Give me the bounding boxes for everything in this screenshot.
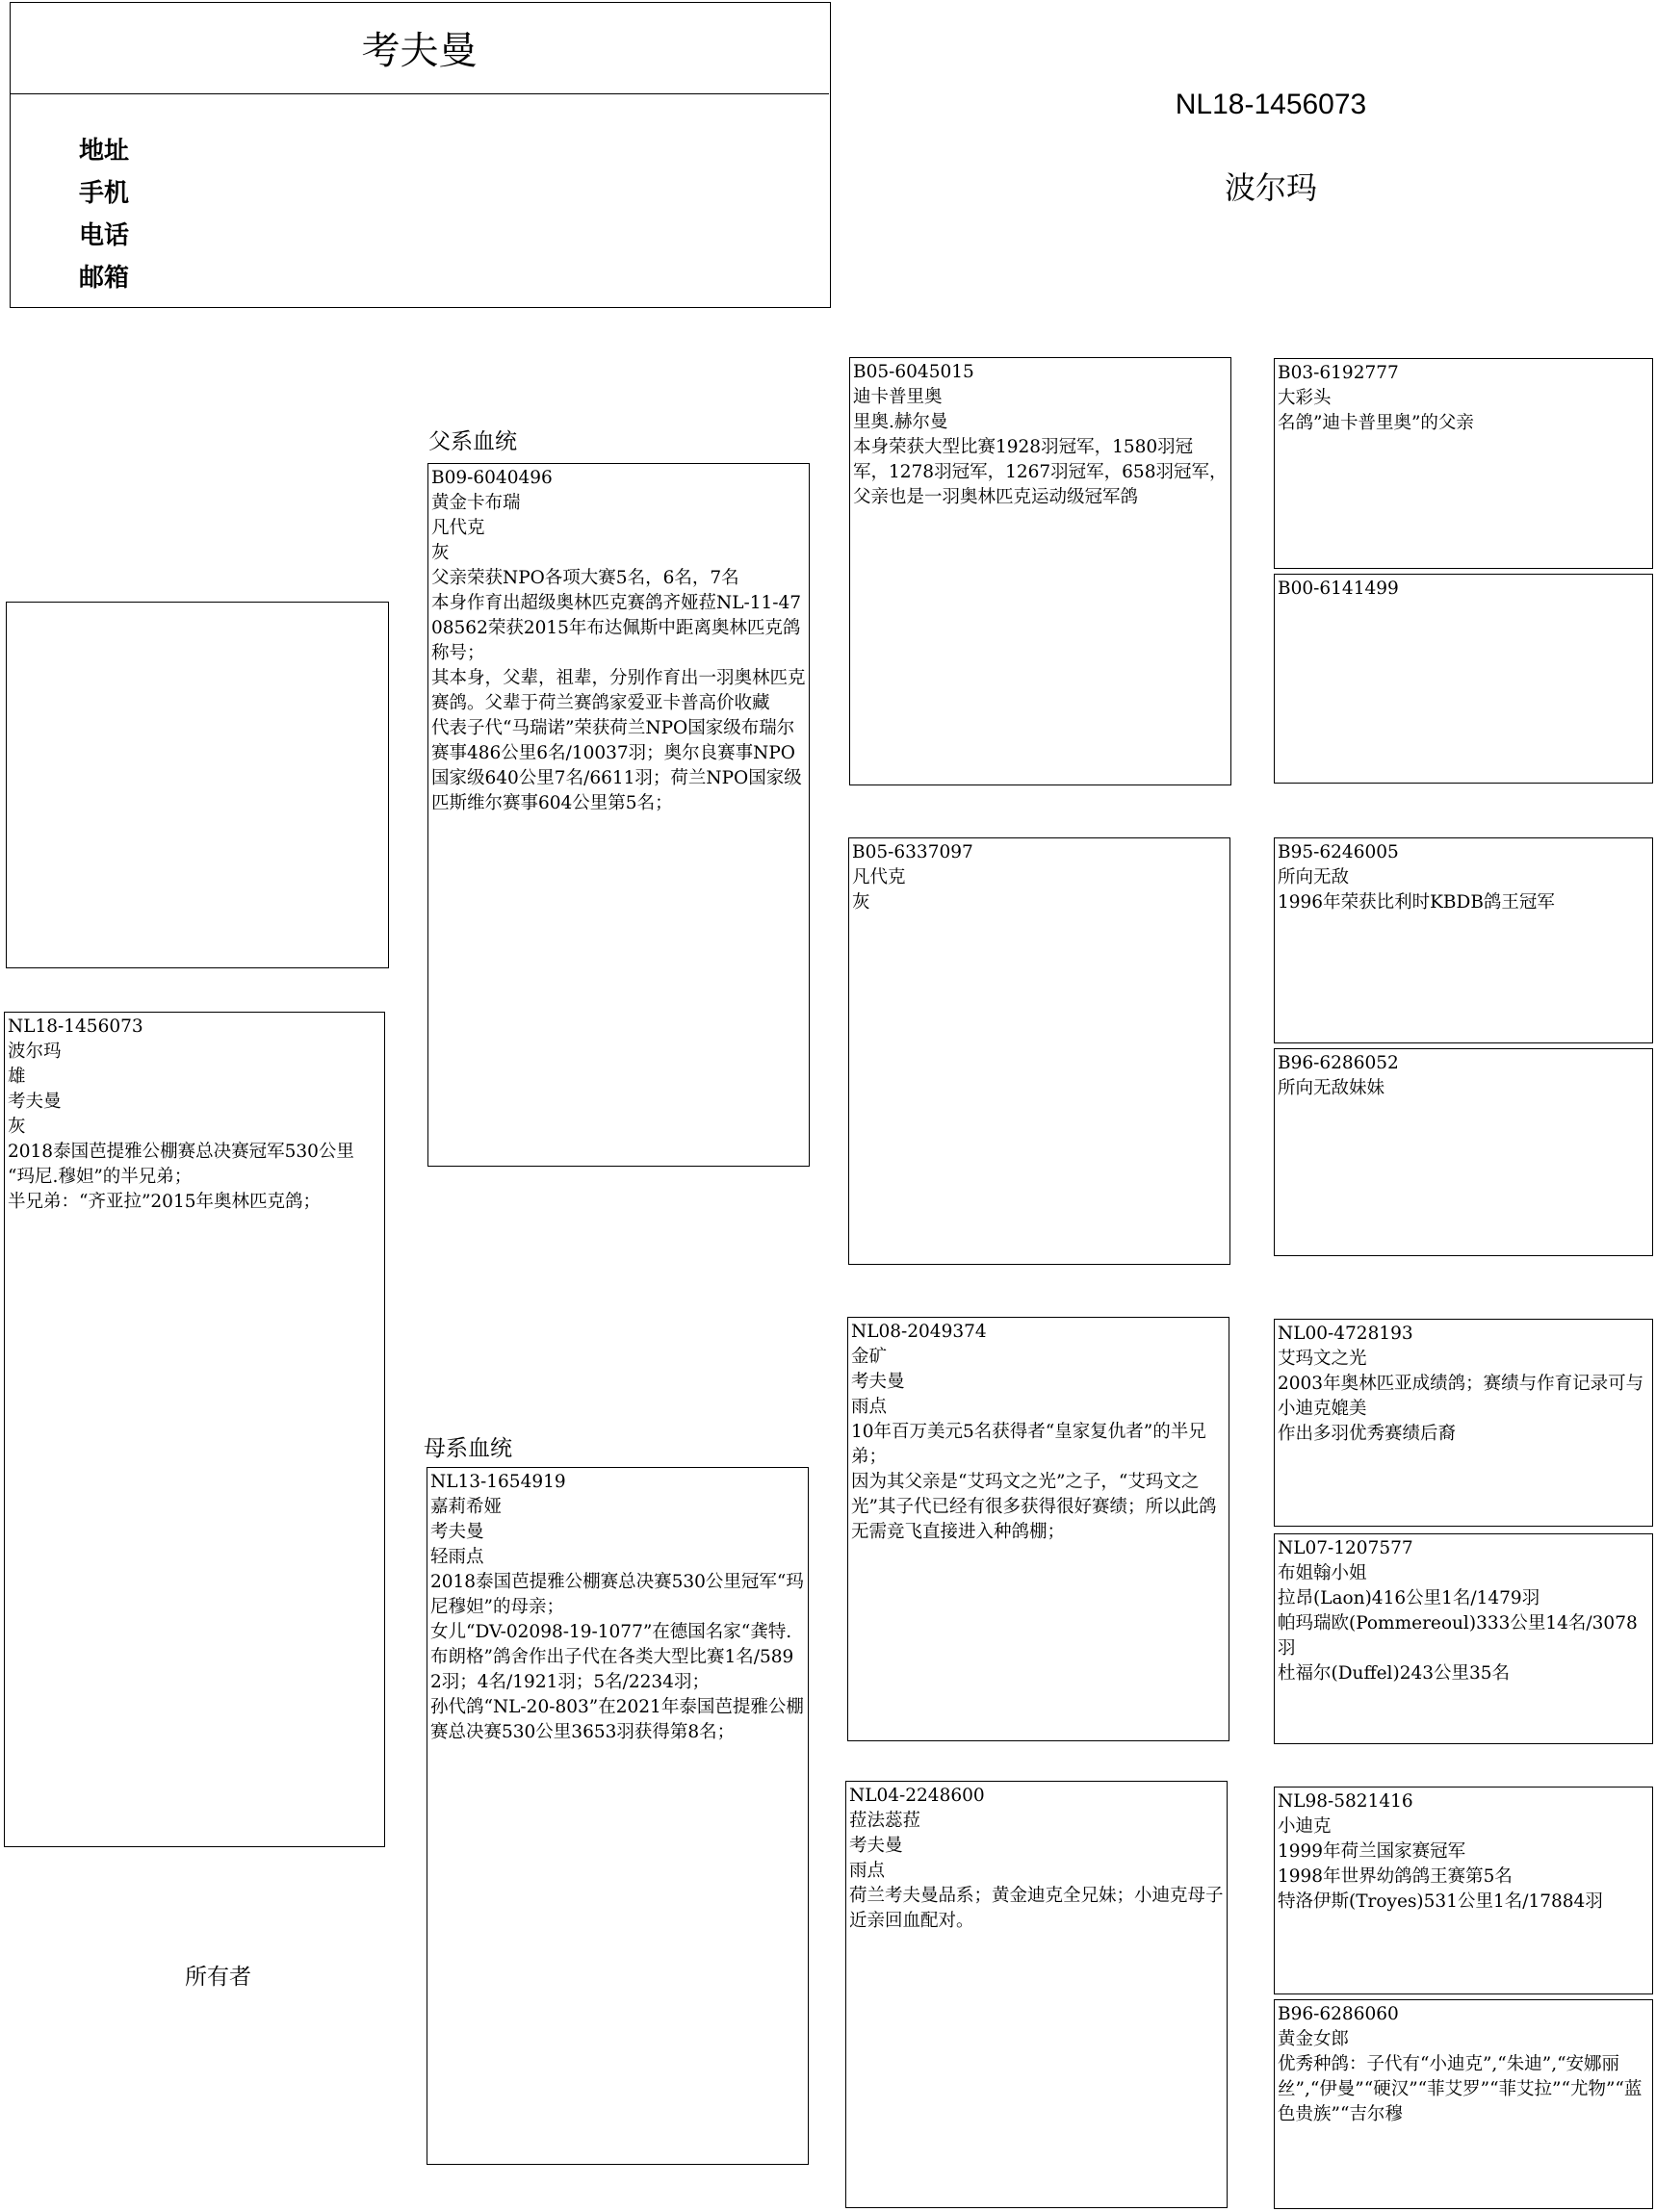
ds-ring: NL08-2049374 bbox=[851, 1322, 987, 1342]
sds-name: 所向无敌 bbox=[1278, 867, 1350, 887]
mobile-label: 手机 bbox=[79, 179, 130, 208]
ddd-card bbox=[1274, 1999, 1653, 2209]
dds-ring: NL98-5821416 bbox=[1278, 1791, 1413, 1812]
dam-sire-card bbox=[847, 1317, 1229, 1741]
sire-note: 代表子代“马瑞诺”荣获荷兰NPO国家级布瑞尔赛事486公里6名/10037羽；奥尔良赛事NPO国家级640公里7名/6611羽；荷兰NPO国家级匹斯维尔赛事604公里第5名； bbox=[431, 718, 802, 813]
sire-line-label: 父系血统 bbox=[428, 429, 517, 454]
subject-name: 波尔玛 bbox=[8, 1042, 62, 1062]
dsd-name: 布姐翰小姐 bbox=[1278, 1563, 1367, 1583]
dam-name: 嘉莉希娅 bbox=[430, 1497, 503, 1517]
sire-ring: B09-6040496 bbox=[431, 468, 553, 488]
phone-label: 电话 bbox=[79, 221, 130, 250]
sire-card bbox=[427, 463, 810, 1167]
sire-sire-card bbox=[849, 357, 1231, 785]
sss-note: 名鸽”迪卡普里奥”的父亲 bbox=[1278, 413, 1474, 433]
ddd-note: 优秀种鸽：子代有“小迪克”,“朱迪”,“安娜丽丝”,“伊曼”“硬汉”“菲艾罗”“菲艾拉”“尤物”“蓝色贵族”“吉尔穆 bbox=[1278, 2054, 1643, 2124]
sire-note: 本身作育出超级奥林匹克赛鸽齐娅菈NL-11-4708562荣获2015年布达佩斯中距离奥林匹克鸽称号； bbox=[431, 593, 802, 663]
ss-strain: 里奥.赫尔曼 bbox=[853, 412, 948, 432]
subject-note: “玛尼.穆妲”的半兄弟； bbox=[8, 1167, 193, 1187]
dam-note: 孙代鸽“NL-20-803”在2021年泰国芭提雅公棚赛总决赛530公里3653羽获得第8名； bbox=[430, 1697, 804, 1742]
sire-note: 其本身，父辈，祖辈，分别作育出一羽奥林匹克赛鸽。父辈于荷兰赛鸽家爱亚卡普高价收藏 bbox=[431, 668, 806, 713]
ddd-ring: B96-6286060 bbox=[1278, 2004, 1399, 2024]
dds-note: 特洛伊斯(Troyes)531公里1名/17884羽 bbox=[1278, 1891, 1603, 1912]
pigeon-photo-frame bbox=[6, 602, 389, 968]
sire-strain: 凡代克 bbox=[431, 518, 485, 538]
subject-note: 2018泰国芭提雅公棚赛总决赛冠军530公里 bbox=[8, 1142, 354, 1162]
sdd-card bbox=[1274, 1048, 1653, 1256]
ds-strain: 考夫曼 bbox=[851, 1372, 905, 1392]
sd-color: 灰 bbox=[852, 892, 870, 913]
dds-note: 1999年荷兰国家赛冠军 bbox=[1278, 1841, 1466, 1862]
dss-card bbox=[1274, 1319, 1653, 1527]
ds-note: 10年百万美元5名获得者“皇家复仇者”的半兄弟； bbox=[851, 1422, 1206, 1467]
subject-color: 灰 bbox=[8, 1117, 26, 1137]
ddd-name: 黄金女郎 bbox=[1278, 2029, 1350, 2049]
dds-name: 小迪克 bbox=[1278, 1816, 1332, 1837]
dss-ring: NL00-4728193 bbox=[1278, 1324, 1413, 1344]
dam-ring: NL13-1654919 bbox=[430, 1472, 566, 1492]
subject-pigeon-card bbox=[4, 1012, 385, 1847]
owner-fields bbox=[79, 130, 129, 299]
dds-card bbox=[1274, 1787, 1653, 1994]
pigeon-ring-number: NL18-1456073 bbox=[1175, 89, 1367, 120]
dam-strain: 考夫曼 bbox=[430, 1522, 484, 1542]
sd-ring: B05-6337097 bbox=[852, 842, 973, 862]
dd-color: 雨点 bbox=[849, 1861, 886, 1881]
dd-name: 菈法蕊菈 bbox=[849, 1811, 921, 1831]
sire-dam-card bbox=[848, 837, 1230, 1265]
email-label: 邮箱 bbox=[79, 264, 130, 293]
sds-ring: B95-6246005 bbox=[1278, 842, 1399, 862]
sire-name: 黄金卡布瑞 bbox=[431, 493, 521, 513]
dd-ring: NL04-2248600 bbox=[849, 1786, 985, 1806]
dam-dam-card bbox=[845, 1781, 1228, 2208]
dss-name: 艾玛文之光 bbox=[1278, 1349, 1367, 1369]
ss-name: 迪卡普里奥 bbox=[853, 387, 943, 407]
sss-name: 大彩头 bbox=[1278, 388, 1332, 408]
sss-ring: B03-6192777 bbox=[1278, 363, 1399, 383]
ds-color: 雨点 bbox=[851, 1397, 888, 1417]
ds-note: 因为其父亲是“艾玛文之光”之子，“艾玛文之光”其子代已经有很多获得很好赛绩；所以此鸽无需竞飞直接进入种鸽棚； bbox=[851, 1472, 1217, 1542]
sdd-ring: B96-6286052 bbox=[1278, 1053, 1399, 1073]
address-label: 地址 bbox=[79, 137, 130, 166]
dd-note: 荷兰考夫曼品系；黄金迪克全兄妹；小迪克母子近亲回血配对。 bbox=[849, 1886, 1224, 1931]
sdd-name: 所向无敌妹妹 bbox=[1278, 1078, 1385, 1098]
pigeon-name: 波尔玛 bbox=[1224, 169, 1317, 206]
dsd-ring: NL07-1207577 bbox=[1278, 1538, 1413, 1558]
subject-ring: NL18-1456073 bbox=[8, 1016, 143, 1037]
dam-color: 轻雨点 bbox=[430, 1547, 484, 1567]
sss-card bbox=[1274, 358, 1653, 569]
sds-card bbox=[1274, 837, 1653, 1043]
dd-strain: 考夫曼 bbox=[849, 1836, 903, 1856]
ssd-card bbox=[1274, 574, 1653, 784]
dsd-card bbox=[1274, 1533, 1653, 1744]
dss-note: 2003年奥林匹亚成绩鸽；赛绩与作育记录可与小迪克媲美 bbox=[1278, 1374, 1644, 1419]
sds-note: 1996年荣获比利时KBDB鸽王冠军 bbox=[1278, 892, 1555, 913]
dam-line-label: 母系血统 bbox=[424, 1436, 512, 1461]
dsd-note: 杜福尔(Duffel)243公里35名 bbox=[1278, 1663, 1511, 1684]
ss-note: 本身荣获大型比赛1928羽冠军，1580羽冠军，1278羽冠军，1267羽冠军，658羽冠军，父亲也是一羽奥林匹克运动级冠军鸽 bbox=[853, 437, 1228, 507]
owner-title: 考夫曼 bbox=[10, 2, 829, 94]
dds-note: 1998年世界幼鸽鸽王赛第5名 bbox=[1278, 1866, 1513, 1887]
dsd-note: 拉昂(Laon)416公里1名/1479羽 bbox=[1278, 1588, 1540, 1608]
subject-strain: 考夫曼 bbox=[8, 1092, 62, 1112]
ssd-ring: B00-6141499 bbox=[1278, 579, 1399, 599]
dam-note: 女儿“DV-02098-19-1077”在德国名家“龚特.布朗格”鸽舍作出子代在各类大型比赛1名/5892羽；4名/1921羽；5名/2234羽； bbox=[430, 1622, 794, 1692]
dss-note: 作出多羽优秀赛绩后裔 bbox=[1278, 1424, 1457, 1444]
subject-sex: 雄 bbox=[8, 1067, 26, 1087]
sd-name: 凡代克 bbox=[852, 867, 906, 887]
owner-signature-label: 所有者 bbox=[185, 1965, 251, 1990]
sire-color: 灰 bbox=[431, 543, 450, 563]
ss-ring: B05-6045015 bbox=[853, 362, 974, 382]
dam-card bbox=[427, 1467, 809, 2165]
ds-name: 金矿 bbox=[851, 1347, 888, 1367]
sire-note: 父亲荣获NPO各项大赛5名，6名，7名 bbox=[431, 568, 739, 588]
subject-note: 半兄弟：“齐亚拉”2015年奥林匹克鸽； bbox=[8, 1192, 321, 1212]
dsd-note: 帕玛瑞欧(Pommereoul)333公里14名/3078羽 bbox=[1278, 1613, 1638, 1659]
dam-note: 2018泰国芭提雅公棚赛总决赛530公里冠军“玛尼穆妲”的母亲； bbox=[430, 1572, 804, 1617]
